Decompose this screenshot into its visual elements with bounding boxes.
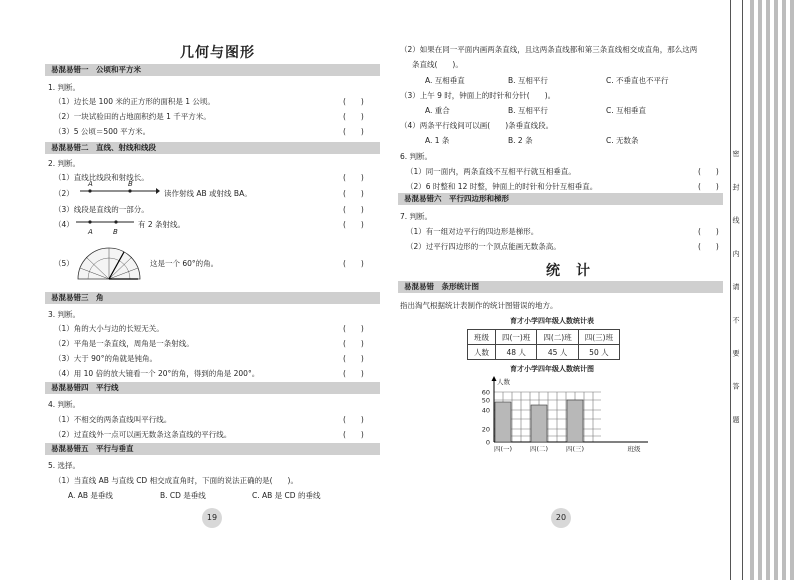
q3-item-2: （2）平角是一条直线，周角是一条射线。 xyxy=(54,339,194,348)
answer-blank[interactable]: ( ) xyxy=(343,369,364,378)
page-title-statistics: 统 计 xyxy=(546,263,591,279)
table-header-cell: 四(三)班 xyxy=(578,330,619,345)
q5-2-option-c[interactable]: C. 不垂直也不平行 xyxy=(606,76,669,85)
section-header-7: 易混易错 条形统计图 xyxy=(398,281,723,293)
q5-item-1: （1）当直线 AB 与直线 CD 相交成直角时，下面的说法正确的是( )。 xyxy=(54,476,298,485)
bar-chart xyxy=(466,374,656,460)
q6-item-2: （2）6 时整和 12 时整，钟面上的时针和分针互相垂直。 xyxy=(406,182,598,191)
q4-item-1: （1）不相交的两条直线叫平行线。 xyxy=(54,415,172,424)
q5-option-b[interactable]: B. CD 是垂线 xyxy=(160,491,206,500)
y-axis-arrow xyxy=(492,376,497,381)
q5-item-3: （3）上午 9 时，钟面上的时针和分针( )。 xyxy=(400,91,556,100)
q2-item-4: 有 2 条射线。 xyxy=(138,220,186,229)
answer-blank[interactable]: ( ) xyxy=(698,242,719,251)
line-figure xyxy=(74,214,136,230)
q2-item-3: （3）线段是直线的一部分。 xyxy=(54,205,149,214)
question-7-head: 7. 判断。 xyxy=(400,212,433,221)
table-header-row xyxy=(468,330,620,345)
q5-item-4: （4）两条平行线间可以画( )条垂直线段。 xyxy=(400,121,554,130)
table-header-cell: 班级 xyxy=(468,330,496,345)
q6-item-1: （1）同一面内，两条直线不互相平行就互相垂直。 xyxy=(406,167,576,176)
table-cell: 48 人 xyxy=(496,345,537,360)
x-tick-label: 四(二) xyxy=(529,445,549,453)
answer-blank[interactable]: ( ) xyxy=(698,227,719,236)
y-tick-label: 0 xyxy=(485,438,490,447)
q5-3-option-a[interactable]: A. 重合 xyxy=(425,106,450,115)
q2-item-2-number: （2） xyxy=(54,189,74,198)
section-header-6: 易混易错六 平行四边形和梯形 xyxy=(398,193,723,205)
q5-2-option-a[interactable]: A. 互相垂直 xyxy=(425,76,465,85)
stripe-decoration xyxy=(746,0,800,580)
table-title: 育才小学四年级人数统计表 xyxy=(510,317,594,325)
instruction-text: 指出淘气根据统计表制作的统计图错误的地方。 xyxy=(400,301,558,310)
bar xyxy=(567,400,583,442)
q1-item-1: （1）边长是 100 米的正方形的面积是 1 公顷。 xyxy=(54,97,215,106)
answer-blank[interactable]: ( ) xyxy=(343,339,364,348)
question-6-head: 6. 判断。 xyxy=(400,152,433,161)
point-a-label: A xyxy=(88,228,93,236)
question-2-head: 2. 判断。 xyxy=(48,159,81,168)
q5-3-option-b[interactable]: B. 互相平行 xyxy=(508,106,548,115)
y-tick-label: 60 xyxy=(481,388,490,397)
bar xyxy=(495,402,511,442)
x-tick-label: 四(三) xyxy=(565,445,585,453)
q2-item-5: 这是一个 60°的角。 xyxy=(150,259,219,268)
q5-4-option-c[interactable]: C. 无数条 xyxy=(606,136,639,145)
section-header-3: 易混易错三 角 xyxy=(45,292,380,304)
y-tick-label: 50 xyxy=(481,396,490,405)
chart-title: 育才小学四年级人数统计图 xyxy=(510,365,594,373)
bar xyxy=(531,405,547,442)
answer-blank[interactable]: ( ) xyxy=(343,259,364,268)
y-tick-label: 40 xyxy=(481,406,490,415)
q5-item-2-line-1: （2）如果在同一平面内画两条直线，且这两条直线都和第三条直线相交成直角，那么这两 xyxy=(400,45,698,54)
x-axis-label: 班级 xyxy=(627,445,641,453)
q2-item-5-number: （5） xyxy=(54,259,74,268)
q3-item-4: （4）用 10 倍的放大镜看一个 20°的角，得到的角是 200°。 xyxy=(54,369,260,378)
answer-blank[interactable]: ( ) xyxy=(343,97,364,106)
table-header-cell: 四(二)班 xyxy=(537,330,578,345)
section-header-2: 易混易错二 直线、射线和线段 xyxy=(45,142,380,154)
question-1-head: 1. 判断。 xyxy=(48,83,81,92)
q5-option-a[interactable]: A. AB 是垂线 xyxy=(68,491,113,500)
answer-blank[interactable]: ( ) xyxy=(343,220,364,229)
table-cell: 45 人 xyxy=(537,345,578,360)
section-header-5: 易混易错五 平行与垂直 xyxy=(45,443,380,455)
q2-item-4-number: （4） xyxy=(54,220,74,229)
seal-line-notice: 密 封 线 内 请 不 要 答 题 xyxy=(732,150,740,435)
answer-blank[interactable]: ( ) xyxy=(343,173,364,182)
q5-item-2-line-2: 条直线( )。 xyxy=(412,60,463,69)
question-4-head: 4. 判断。 xyxy=(48,400,81,409)
q3-item-1: （1）角的大小与边的长短无关。 xyxy=(54,324,164,333)
answer-blank[interactable]: ( ) xyxy=(698,182,719,191)
answer-blank[interactable]: ( ) xyxy=(343,354,364,363)
q5-4-option-b[interactable]: B. 2 条 xyxy=(508,136,533,145)
protractor-figure xyxy=(74,243,144,283)
answer-blank[interactable]: ( ) xyxy=(343,205,364,214)
answer-blank[interactable]: ( ) xyxy=(343,324,364,333)
answer-blank[interactable]: ( ) xyxy=(343,112,364,121)
stats-table xyxy=(467,329,620,360)
q1-item-3: （3）5 公顷＝500 平方米。 xyxy=(54,127,151,136)
q1-item-2: （2）一块试验田的占地面积约是 1 千平方米。 xyxy=(54,112,211,121)
q2-item-1: （1）直线比线段和射线长。 xyxy=(54,173,149,182)
table-cell: 人数 xyxy=(468,345,496,360)
table-cell: 50 人 xyxy=(578,345,619,360)
y-tick-label: 20 xyxy=(481,425,490,434)
page-title-geometry: 几何与图形 xyxy=(180,45,255,61)
q5-3-option-c[interactable]: C. 互相垂直 xyxy=(606,106,647,115)
question-5-head: 5. 选择。 xyxy=(48,461,81,470)
answer-blank[interactable]: ( ) xyxy=(698,167,719,176)
table-header-cell: 四(一)班 xyxy=(496,330,537,345)
question-3-head: 3. 判断。 xyxy=(48,310,81,319)
q3-item-3: （3）大于 90°的角就是钝角。 xyxy=(54,354,157,363)
answer-blank[interactable]: ( ) xyxy=(343,430,364,439)
point-a-label: A xyxy=(88,180,93,188)
x-tick-label: 四(一) xyxy=(493,445,513,453)
answer-blank[interactable]: ( ) xyxy=(343,415,364,424)
section-header-1: 易混易错一 公顷和平方米 xyxy=(45,64,380,76)
point-b-label: B xyxy=(113,228,118,236)
page-number-right: 20 xyxy=(551,508,571,528)
q5-2-option-b[interactable]: B. 互相平行 xyxy=(508,76,548,85)
q7-item-1: （1）有一组对边平行的四边形是梯形。 xyxy=(406,227,539,236)
q5-option-c[interactable]: C. AB 是 CD 的垂线 xyxy=(252,491,321,500)
q4-item-2: （2）过直线外一点可以画无数条这条直线的平行线。 xyxy=(54,430,232,439)
binding-border xyxy=(742,0,743,580)
q7-item-2: （2）过平行四边形的一个顶点能画无数条高。 xyxy=(406,242,561,251)
y-axis-label: 人数 xyxy=(497,378,510,386)
section-header-4: 易混易错四 平行线 xyxy=(45,382,380,394)
table-row xyxy=(468,345,620,360)
q5-4-option-a[interactable]: A. 1 条 xyxy=(425,136,450,145)
page-number-left: 19 xyxy=(202,508,222,528)
q2-item-2: 读作射线 AB 或射线 BA。 xyxy=(164,189,252,198)
point-b-label: B xyxy=(128,180,133,188)
answer-blank[interactable]: ( ) xyxy=(343,189,364,198)
answer-blank[interactable]: ( ) xyxy=(343,127,364,136)
